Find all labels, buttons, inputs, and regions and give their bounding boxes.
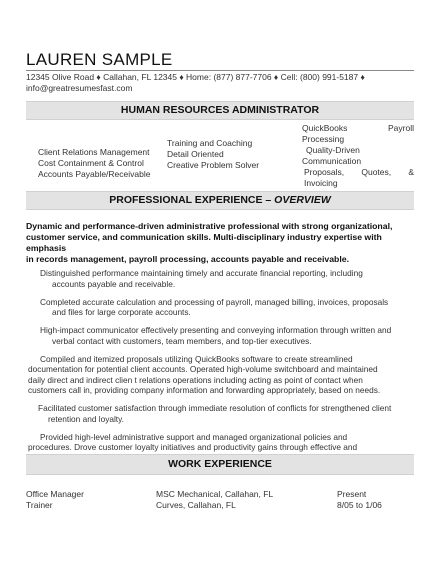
bullet-item (40, 268, 410, 289)
summary-line: Dynamic and performance-driven administrative professional with strong organizational, (26, 221, 393, 231)
bullet-line: procedures. Drove customer loyalty initiatives and productivity gains through effective and (28, 442, 358, 452)
skill-text: Quotes, (361, 167, 392, 177)
bullet-line: Distinguished performance maintaining timely and accurate financial reporting, including (40, 268, 363, 278)
job-dates-value: 8/05 to 1/06 (337, 500, 382, 510)
contact-address-phones: 12345 Olive Road ♦ Callahan, FL 12345 ♦ Home: (877) 877-7706 ♦ Cell: (800) 991-5187 ♦ (26, 72, 365, 82)
section-title-label: HUMAN RESOURCES ADMINISTRATOR (120, 104, 320, 116)
skill-text: QuickBooks (302, 123, 348, 133)
skill-item: Accounts Payable/Receivable (38, 169, 151, 179)
skills-column-2 (167, 138, 259, 171)
candidate-name: LAUREN SAMPLE (26, 50, 173, 69)
job-titles (26, 489, 84, 511)
job-employer: Curves, Callahan, FL (156, 500, 236, 510)
section-work-label: WORK EXPERIENCE (168, 458, 272, 470)
skills-column-1 (38, 147, 150, 180)
section-experience-label: PROFESSIONAL EXPERIENCE – (109, 194, 275, 206)
bullet-line: and files for large corporate accounts. (52, 307, 191, 317)
skill-item-quickbooks (302, 123, 414, 134)
summary-line: customer service, and communication skills. Multi-disciplinary industry expertise with emphasis (26, 232, 382, 253)
skill-text: Processing (302, 134, 345, 144)
section-experience-emphasis: OVERVIEW (274, 194, 331, 206)
bullet-line: verbal contact with customers, team members, and top-tier executives. (52, 335, 312, 346)
bullet-item (38, 403, 410, 424)
skill-text: Invoicing (304, 178, 338, 188)
job-title: Office Manager (26, 489, 84, 499)
skill-item: Detail Oriented (167, 149, 224, 159)
bullet-item (40, 325, 410, 346)
professional-summary (26, 221, 414, 265)
bullet-line: Facilitated customer satisfaction through immediate resolution of conflicts for strengthened client (38, 403, 392, 413)
bullet-line: accounts payable and receivable. (52, 278, 176, 289)
contact-block (26, 72, 365, 94)
skills-column-3 (302, 123, 414, 189)
section-header-work (26, 454, 414, 475)
skill-item: Cost Containment & Control (38, 158, 144, 168)
job-dates (337, 489, 382, 511)
bullet-line: retention and loyalty. (48, 413, 124, 424)
bullet-line: daily direct and indirect clien t relations operations including acting as point of contact when (28, 374, 363, 385)
bullet-line: Provided high-level administrative support and managed organizational policies and (40, 431, 348, 442)
skill-item: Creative Problem Solver (167, 160, 260, 170)
section-header-experience (26, 191, 414, 210)
job-employers (156, 489, 273, 511)
bullet-line: High-impact communicator effectively presenting and conveying information through written and (40, 325, 392, 335)
job-title: Trainer (26, 500, 53, 510)
bullet-item (40, 297, 410, 318)
skill-text: Quality-Driven (306, 145, 360, 155)
skill-item-proposals (302, 167, 414, 178)
bullet-item (28, 354, 410, 396)
skill-text: Proposals, (304, 167, 345, 177)
summary-line: in records management, payroll processing, accounts payable and receivable. (26, 254, 350, 264)
bullet-line: Compiled and itemized proposals utilizing QuickBooks software to create streamlined (40, 353, 353, 364)
skill-text: & (408, 167, 414, 177)
skill-item: Training and Coaching (167, 138, 253, 148)
contact-email: info@greatresumesfast.com (26, 83, 133, 93)
header-rule (26, 70, 414, 71)
bullet-line: Completed accurate calculation and processing of payroll, managed billing, invoices, proposals (40, 296, 389, 307)
job-employer: MSC Mechanical, Callahan, FL (156, 489, 274, 499)
experience-bullet-list (28, 268, 410, 471)
skill-item: Client Relations Management (38, 147, 150, 157)
job-dates-value: Present (337, 489, 367, 499)
bullet-line: documentation for potential client accounts. Operated high-volume switchboard and maintained (28, 364, 378, 374)
bullet-line: customers call in, providing company information and forwarding appropriately, based on needs. (28, 385, 381, 395)
skill-text: Payroll (388, 123, 414, 133)
section-header-title (26, 101, 414, 120)
skill-text: Communication (302, 156, 362, 166)
